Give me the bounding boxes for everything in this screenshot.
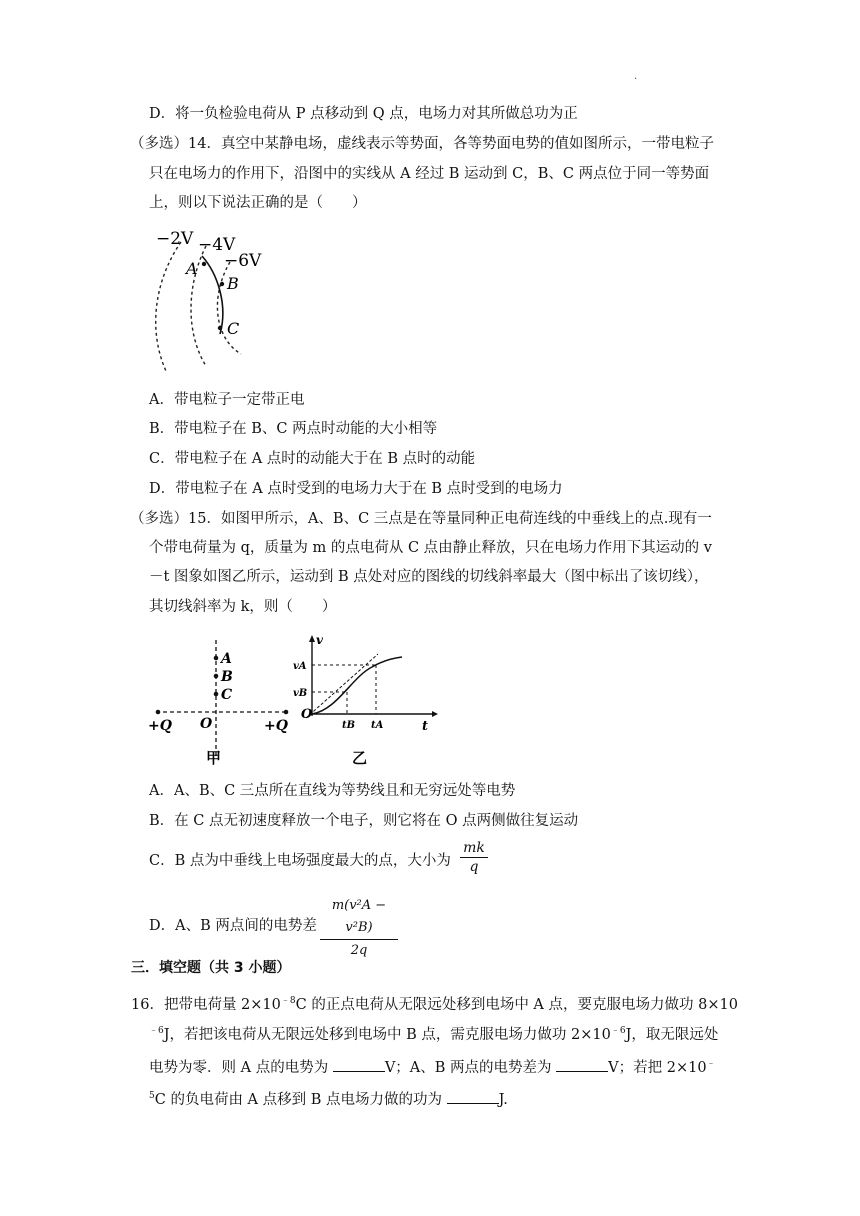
- q14-stem-line-2: 只在电场力的作用下，沿图中的实线从 A 经过 B 运动到 C，B、C 两点位于同一等势面: [149, 166, 710, 182]
- q15-option-c-fraction: [460, 839, 488, 876]
- q14-stem-line-3: 上，则以下说法正确的是（ ）: [149, 195, 367, 211]
- q15-option-b: B．在 C 点无初速度释放一个电子，则它将在 O 点两侧做往复运动: [149, 813, 579, 829]
- corner-mark: ·: [634, 74, 638, 85]
- point-c-dot: [218, 326, 222, 330]
- right-charge-label: +Q: [264, 718, 288, 734]
- q15-figure-jia: [148, 632, 298, 767]
- point-b-dot: [214, 674, 219, 679]
- option-c-numerator: mk: [460, 839, 488, 858]
- q14-option-c: C．带电粒子在 A 点时的动能大于在 B 点时的动能: [149, 451, 476, 467]
- equipotential-line-1: [156, 242, 181, 371]
- potential-difference-blank[interactable]: [556, 1057, 608, 1072]
- point-a-dot: [202, 262, 206, 266]
- vt-curve: [312, 657, 402, 714]
- q16-line-1: [131, 991, 738, 1015]
- potential-label-3: −6V: [224, 251, 262, 271]
- point-b-label: B: [221, 669, 233, 685]
- q15-stem-line-4: 其切线斜率为 k，则（ ）: [149, 599, 337, 615]
- q16-text-4b: J.: [498, 1091, 508, 1108]
- point-c-dot: [214, 692, 219, 697]
- q16-text-3b: V；A、B 两点的电势差为: [384, 1059, 557, 1076]
- q16-line-2: [149, 1021, 718, 1045]
- point-a-label: A: [221, 651, 232, 667]
- origin-label: O: [200, 716, 213, 732]
- origin-label: O: [301, 707, 313, 722]
- tb-label: tB: [342, 720, 356, 731]
- work-blank[interactable]: [447, 1089, 499, 1104]
- figure-caption-jia: 甲: [206, 749, 222, 767]
- v-axis-arrow: [309, 635, 315, 642]
- point-c-label: C: [227, 319, 240, 338]
- v-axis-label: v: [316, 633, 323, 647]
- q16-exp-4: ﹣: [706, 1059, 716, 1069]
- left-charge-label: +Q: [148, 718, 172, 734]
- potential-label-2: −4V: [198, 235, 236, 255]
- q15-stem-line-2: 个带电荷量为 q，质量为 m 的点电荷从 C 点由静止释放，只在电场力作用下其运动的 v: [149, 540, 712, 556]
- q16-text-3a: 电势为零．则 A 点的电势为: [149, 1059, 333, 1076]
- q16-line-3: [149, 1054, 716, 1078]
- point-c-label: C: [221, 687, 233, 703]
- section-3-heading: 三．填空题（共 3 小题）: [131, 960, 291, 976]
- option-d-numerator: m(v²A − v²B): [320, 895, 398, 940]
- q16-text-2a: J，若把该电荷从无限远处移到电场中 B 点，需克服电场力做功 2×10: [163, 1026, 611, 1043]
- point-b-label: B: [227, 274, 239, 293]
- q15-option-a: A．A、B、C 三点所在直线为等势线且和无穷远处等电势: [149, 783, 516, 799]
- q16-exp-5: 5: [149, 1091, 155, 1101]
- option-d-denominator: 2q: [350, 943, 368, 958]
- q16-text-1b: C 的正点电荷从无限远处移到电场中 A 点，要克服电场力做功 8×10: [295, 996, 738, 1013]
- q16-text-3c: V；若把 2×10: [608, 1059, 707, 1076]
- point-b-dot: [220, 282, 224, 286]
- q14-equipotential-figure: [148, 226, 278, 376]
- q13-option-d: D．将一负检验电荷从 P 点移动到 Q 点，电场力对其所做总功为正: [149, 106, 578, 122]
- q15-option-c: C．B 点为中垂线上电场强度最大的点，大小为: [149, 853, 451, 869]
- q15-stem-line-3: －t 图象如图乙所示，运动到 B 点处对应的图线的切线斜率最大（图中标出了该切线），: [149, 569, 709, 585]
- q15-figure-yi: [292, 632, 442, 767]
- q14-stem-line-1: （多选）14．真空中某静电场，虚线表示等势面，各等势面电势的值如图所示，一带电粒子: [130, 136, 714, 152]
- va-label: vA: [293, 661, 307, 672]
- q15-option-d-fraction: [320, 895, 398, 962]
- t-axis-arrow: [432, 711, 438, 717]
- t-axis-label: t: [422, 719, 429, 734]
- q16-exp-2: ﹣6: [149, 1026, 164, 1036]
- q16-text-4a: C 的负电荷由 A 点移到 B 点电场力做的功为: [154, 1091, 447, 1108]
- q16-text-2b: J，取无限远处: [625, 1026, 719, 1043]
- tangent-line: [306, 654, 378, 718]
- q16-line-4: [149, 1086, 508, 1110]
- q16-exp-3: ﹣6: [610, 1026, 626, 1036]
- potential-label-1: −2V: [156, 229, 194, 249]
- q14-option-d: D．带电粒子在 A 点时受到的电场力大于在 B 点时受到的电场力: [149, 481, 563, 497]
- q14-option-a: A．带电粒子一定带正电: [149, 392, 305, 408]
- option-c-denominator: q: [469, 859, 479, 875]
- potential-a-blank[interactable]: [333, 1057, 385, 1072]
- q15-stem-line-1: （多选）15．如图甲所示，A、B、C 三点是在等量同种正电荷连线的中垂线上的点.现有一: [130, 511, 712, 527]
- point-a-label: A: [186, 259, 198, 278]
- ta-label: tA: [371, 720, 384, 731]
- point-a-dot: [214, 656, 219, 661]
- left-charge-dot: [156, 710, 161, 715]
- q15-option-d: D．A、B 两点间的电势差: [149, 918, 317, 934]
- q14-option-b: B．带电粒子在 B、C 两点时动能的大小相等: [149, 421, 438, 437]
- vb-label: vB: [293, 688, 308, 699]
- q16-text-1a: 16．把带电荷量 2×10: [131, 996, 281, 1013]
- right-charge-dot: [284, 710, 289, 715]
- q16-exp-1: ﹣8: [280, 996, 296, 1006]
- figure-caption-yi: 乙: [352, 749, 368, 767]
